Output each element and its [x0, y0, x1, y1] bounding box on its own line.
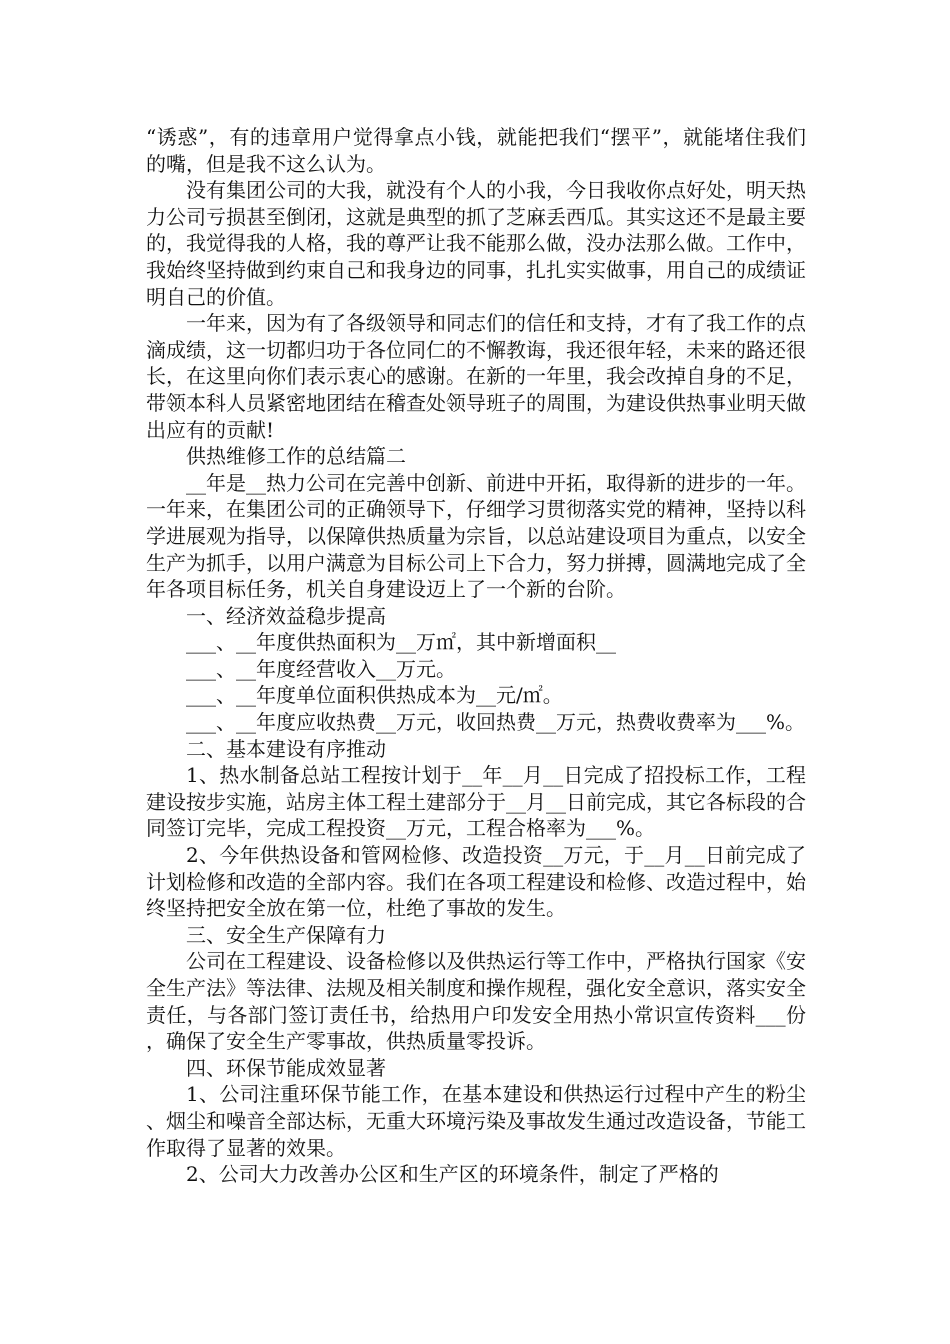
- paragraph: 一年来，因为有了各级领导和同志们的信任和支持，才有了我工作的点滴成绩，这一切都归功于各位同仁的不懈教诲，我还很年轻，未来的路还很长，在这里向你们表示衷心的感谢。在新的一年里，我会改掉自身的不足，带领本科人员紧密地团结在稽查处领导班子的周围，为建设供热事业明天做出应有的贡献!: [146, 311, 806, 442]
- section-heading: 四、环保节能成效显著: [186, 1055, 386, 1080]
- section-heading: 三、安全生产保障有力: [186, 922, 386, 947]
- list-item: 1、公司注重环保节能工作，在基本建设和供热运行过程中产生的粉尘、烟尘和噪音全部达标，无重大环境污染及事故发生通过改造设备，节能工作取得了显著的效果。: [146, 1082, 806, 1160]
- list-item: ___、__年度单位面积供热成本为__元/㎡。: [186, 683, 563, 708]
- list-item: 2、今年供热设备和管网检修、改造投资__万元，于__月__日前完成了计划检修和改造的全部内容。我们在各项工程建设和检修、改造过程中，始终坚持把安全放在第一位，杜绝了事故的发生。: [146, 843, 806, 921]
- list-item: ___、__年度经营收入__万元。: [186, 656, 456, 681]
- paragraph: 没有集团公司的大我，就没有个人的小我，今日我收你点好处，明天热力公司亏损甚至倒闭，这就是典型的抓了芝麻丢西瓜。其实这还不是最主要的，我觉得我的人格，我的尊严让我不能那么做，没办法那么做。工作中，我始终坚持做到约束自己和我身边的同事，扎扎实实做事，用自己的成绩证明自己的价值。: [146, 178, 806, 309]
- list-item: 2、公司大力改善办公区和生产区的环境条件，制定了严格的: [186, 1162, 719, 1187]
- list-item: ___、__年度应收热费__万元，收回热费__万元，热费收费率为___%。: [186, 710, 806, 735]
- document-body: [146, 124, 806, 1188]
- section-title: 供热维修工作的总结篇二: [186, 444, 406, 469]
- list-item: ___、__年度供热面积为__万㎡，其中新增面积__: [186, 630, 616, 655]
- section-heading: 二、基本建设有序推动: [186, 736, 386, 761]
- paragraph: 公司在工程建设、设备检修以及供热运行等工作中，严格执行国家《安全生产法》等法律、法规及相关制度和操作规程，强化安全意识，落实安全责任，与各部门签订责任书，给热用户印发安全用热小常识宣传资料___份，确保了安全生产零事故，供热质量零投诉。: [146, 949, 806, 1054]
- section-heading: 一、经济效益稳步提高: [186, 603, 386, 628]
- paragraph: __年是__热力公司在完善中创新、前进中开拓，取得新的进步的一年。一年来，在集团公司的正确领导下，仔细学习贯彻落实党的精神，坚持以科学进展观为指导，以保障供热质量为宗旨，以总站建设项目为重点，以安全生产为抓手，以用户满意为目标公司上下合力，努力拼搏，圆满地完成了全年各项目标任务，机关自身建设迈上了一个新的台阶。: [146, 470, 806, 602]
- paragraph: “诱惑”，有的违章用户觉得拿点小钱，就能把我们“摆平”，就能堵住我们的嘴，但是我不这么认为。: [146, 125, 806, 176]
- list-item: 1、热水制备总站工程按计划于__年__月__日完成了招投标工作，工程建设按步实施，站房主体工程土建部分于__月__日前完成，其它各标段的合同签订完毕，完成工程投资__万元，工程合格率为___%。: [146, 763, 806, 841]
